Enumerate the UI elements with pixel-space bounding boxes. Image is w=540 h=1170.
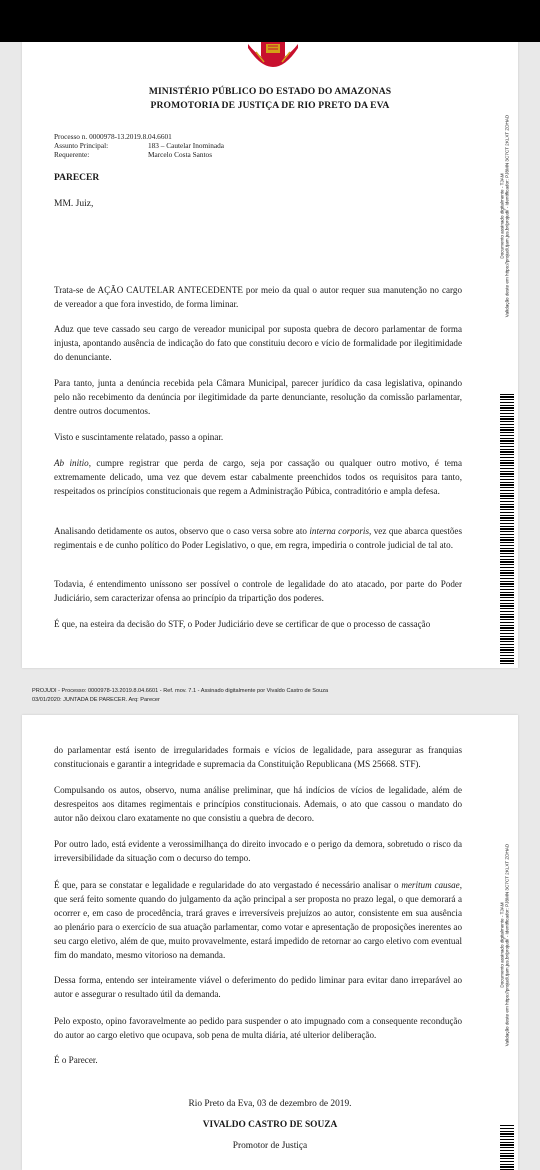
org-title-line2: PROMOTORIA DE JUSTIÇA DE RIO PRETO DA EVA xyxy=(150,100,390,111)
signer-name: VIVALDO CASTRO DE SOUZA xyxy=(202,1120,338,1130)
paragraph: do parlamentar está isento de irregularidades formais e vícios de legalidade, para assegurar as franquias constitucionais e garantir a integridade e supremacia da Constituição Republicana (MS 25668. STF). xyxy=(54,745,462,769)
process-info xyxy=(54,132,224,159)
signer-role: Promotor de Justiça xyxy=(232,1141,308,1151)
paragraph: Por outro lado, está evidente a verossimilhança do direito invocado e o perigo da demora, sobretudo o risco da irreversibilidade da situação com o decurso do tempo. xyxy=(54,839,462,863)
applicant-label: Requerente: xyxy=(54,150,90,159)
barcode-icon xyxy=(500,1125,514,1170)
document-page-1 xyxy=(22,42,518,668)
process-number: Processo n. 0000978-13.2019.8.04.6601 xyxy=(54,132,172,141)
place-date: Rio Preto da Eva, 03 de dezembro de 2019. xyxy=(188,1099,352,1109)
paragraph: É que, para se constatar e legalidade e regularidade do ato vergastado é necessário analisar o meritum causae, que será feito somente quando do julgamento da ação principal a ser proposta no prazo legal, o que demorará a ocorrer e, em caso de procedência, trará graves e irreversíveis prejuízos ao autor, consistente em sua ausência ao plenário para o exercício de sua atuação parlamentar, como votar e apresentação de proposições inerentes ao seu cargo eletivo, além de que, muito provavelmente, estará impedido de retornar ao cargo eletivo com eventual fim do mandato, mesmo vitorioso na demanda. xyxy=(54,880,463,960)
signature-validation-text: Documento assinado digitalmente - TJAM Validação deste em https://projudi.tjam.jus.br/projudi/ - Identificador: PJ8MN 3C7CT 2KLXT ZDHAD xyxy=(499,843,510,1047)
projudi-stamp xyxy=(32,687,328,705)
paragraph: Ab initio, cumpre registrar que perda de cargo, seja por cassação ou qualquer outro motivo, é tema extremamente delicado, uma vez que devem estar cabalmente preenchidos todos os requisitos para tanto, respeitados os princípios constitucionais que regem a Administração Púbica, contraditório e ampla defesa. xyxy=(54,458,463,496)
applicant-row xyxy=(54,150,224,159)
subject-value: 183 – Cautelar Inominada xyxy=(148,141,224,150)
applicant-value: Marcelo Costa Santos xyxy=(148,150,213,159)
document-page-2 xyxy=(22,715,518,1170)
subject-row xyxy=(54,141,224,150)
org-title-line1: MINISTÉRIO PÚBLICO DO ESTADO DO AMAZONAS xyxy=(148,86,392,97)
paragraph: Compulsando os autos, observo, numa análise preliminar, que há indícios de vícios de legalidade, além de desrespeitos aos ditames regimentais e princípios constitucionais. Ademais, o ato que cassou o mandato do autor não deixou claro exatamente no que consistiu a quebra de decoro. xyxy=(54,785,462,823)
paragraph: Dessa forma, entendo ser inteiramente viável o deferimento do pedido liminar para evitar dano irreparável ao autor e assegurar o resultado útil da demanda. xyxy=(54,975,462,999)
coat-of-arms-icon xyxy=(244,42,302,78)
paragraph: Aduz que teve cassado seu cargo de vereador municipal por suposta quebra de decoro parlamentar de forma injusta, apontando ausência de indicação do fato que constituiu decoro e vício de formalidade por ilegitimidade do denunciante. xyxy=(54,324,462,362)
paragraph: Todavia, é entendimento uníssono ser possível o controle de legalidade do ato atacado, por parte do Poder Judiciário, sem caracterizar ofensa ao princípio da tripartição dos poderes. xyxy=(54,579,462,603)
paragraph: Visto e suscintamente relatado, passo a opinar. xyxy=(54,432,224,442)
paragraph: Para tanto, junta a denúncia recebida pela Câmara Municipal, parecer jurídico da casa legislativa, opinando pelo não recebimento da denúncia por ilegitimidade da parte denunciante, resolução da comissão parlamentar, dentre outros documentos. xyxy=(54,378,462,416)
projudi-stamp-line1: PROJUDI - Processo: 0000978-13.2019.8.04.6601 - Ref. mov. 7.1 - Assinado digitalmente por Vivaldo Castro de Souza xyxy=(32,688,329,694)
salutation: MM. Juiz, xyxy=(54,199,94,209)
paragraph: É que, na esteira da decisão do STF, o Poder Judiciário deve se certificar de que o processo de cassação xyxy=(54,619,431,629)
paragraph: Pelo exposto, opino favoravelmente ao pedido para suspender o ato impugnado com a consequente recondução do autor ao cargo eletivo que ocupava, sob pena de multa diária, até ulterior deliberação. xyxy=(54,1016,462,1040)
signature-validation-text: Documento assinado digitalmente - TJAM Validação deste em https://projudi.tjam.jus.br/projudi/ - Identificador: PJ8MN 3C7CT 2KLXT ZDHAD xyxy=(499,114,510,318)
document-heading: PARECER xyxy=(54,173,100,183)
paragraph: É o Parecer. xyxy=(54,1055,98,1065)
paragraph: Analisando detidamente os autos, observo que o caso versa sobre ato interna corporis, vez que abarca questões regimentais e de cunho político do Poder Legislativo, o que, em regra, impediria o controle judicial de tal ato. xyxy=(54,526,462,550)
paragraph: Trata-se de AÇÃO CAUTELAR ANTECEDENTE por meio da qual o autor requer sua manutenção no cargo de vereador a que fora investido, de forma liminar. xyxy=(54,285,462,309)
top-black-bar xyxy=(0,0,540,42)
digital-signature-sidebar xyxy=(496,785,514,1105)
digital-signature-sidebar xyxy=(496,56,514,376)
subject-label: Assunto Principal: xyxy=(54,141,109,150)
barcode-icon xyxy=(500,392,514,664)
projudi-stamp-line2: 03/01/2020: JUNTADA DE PARECER. Arq: Parecer xyxy=(32,697,160,703)
